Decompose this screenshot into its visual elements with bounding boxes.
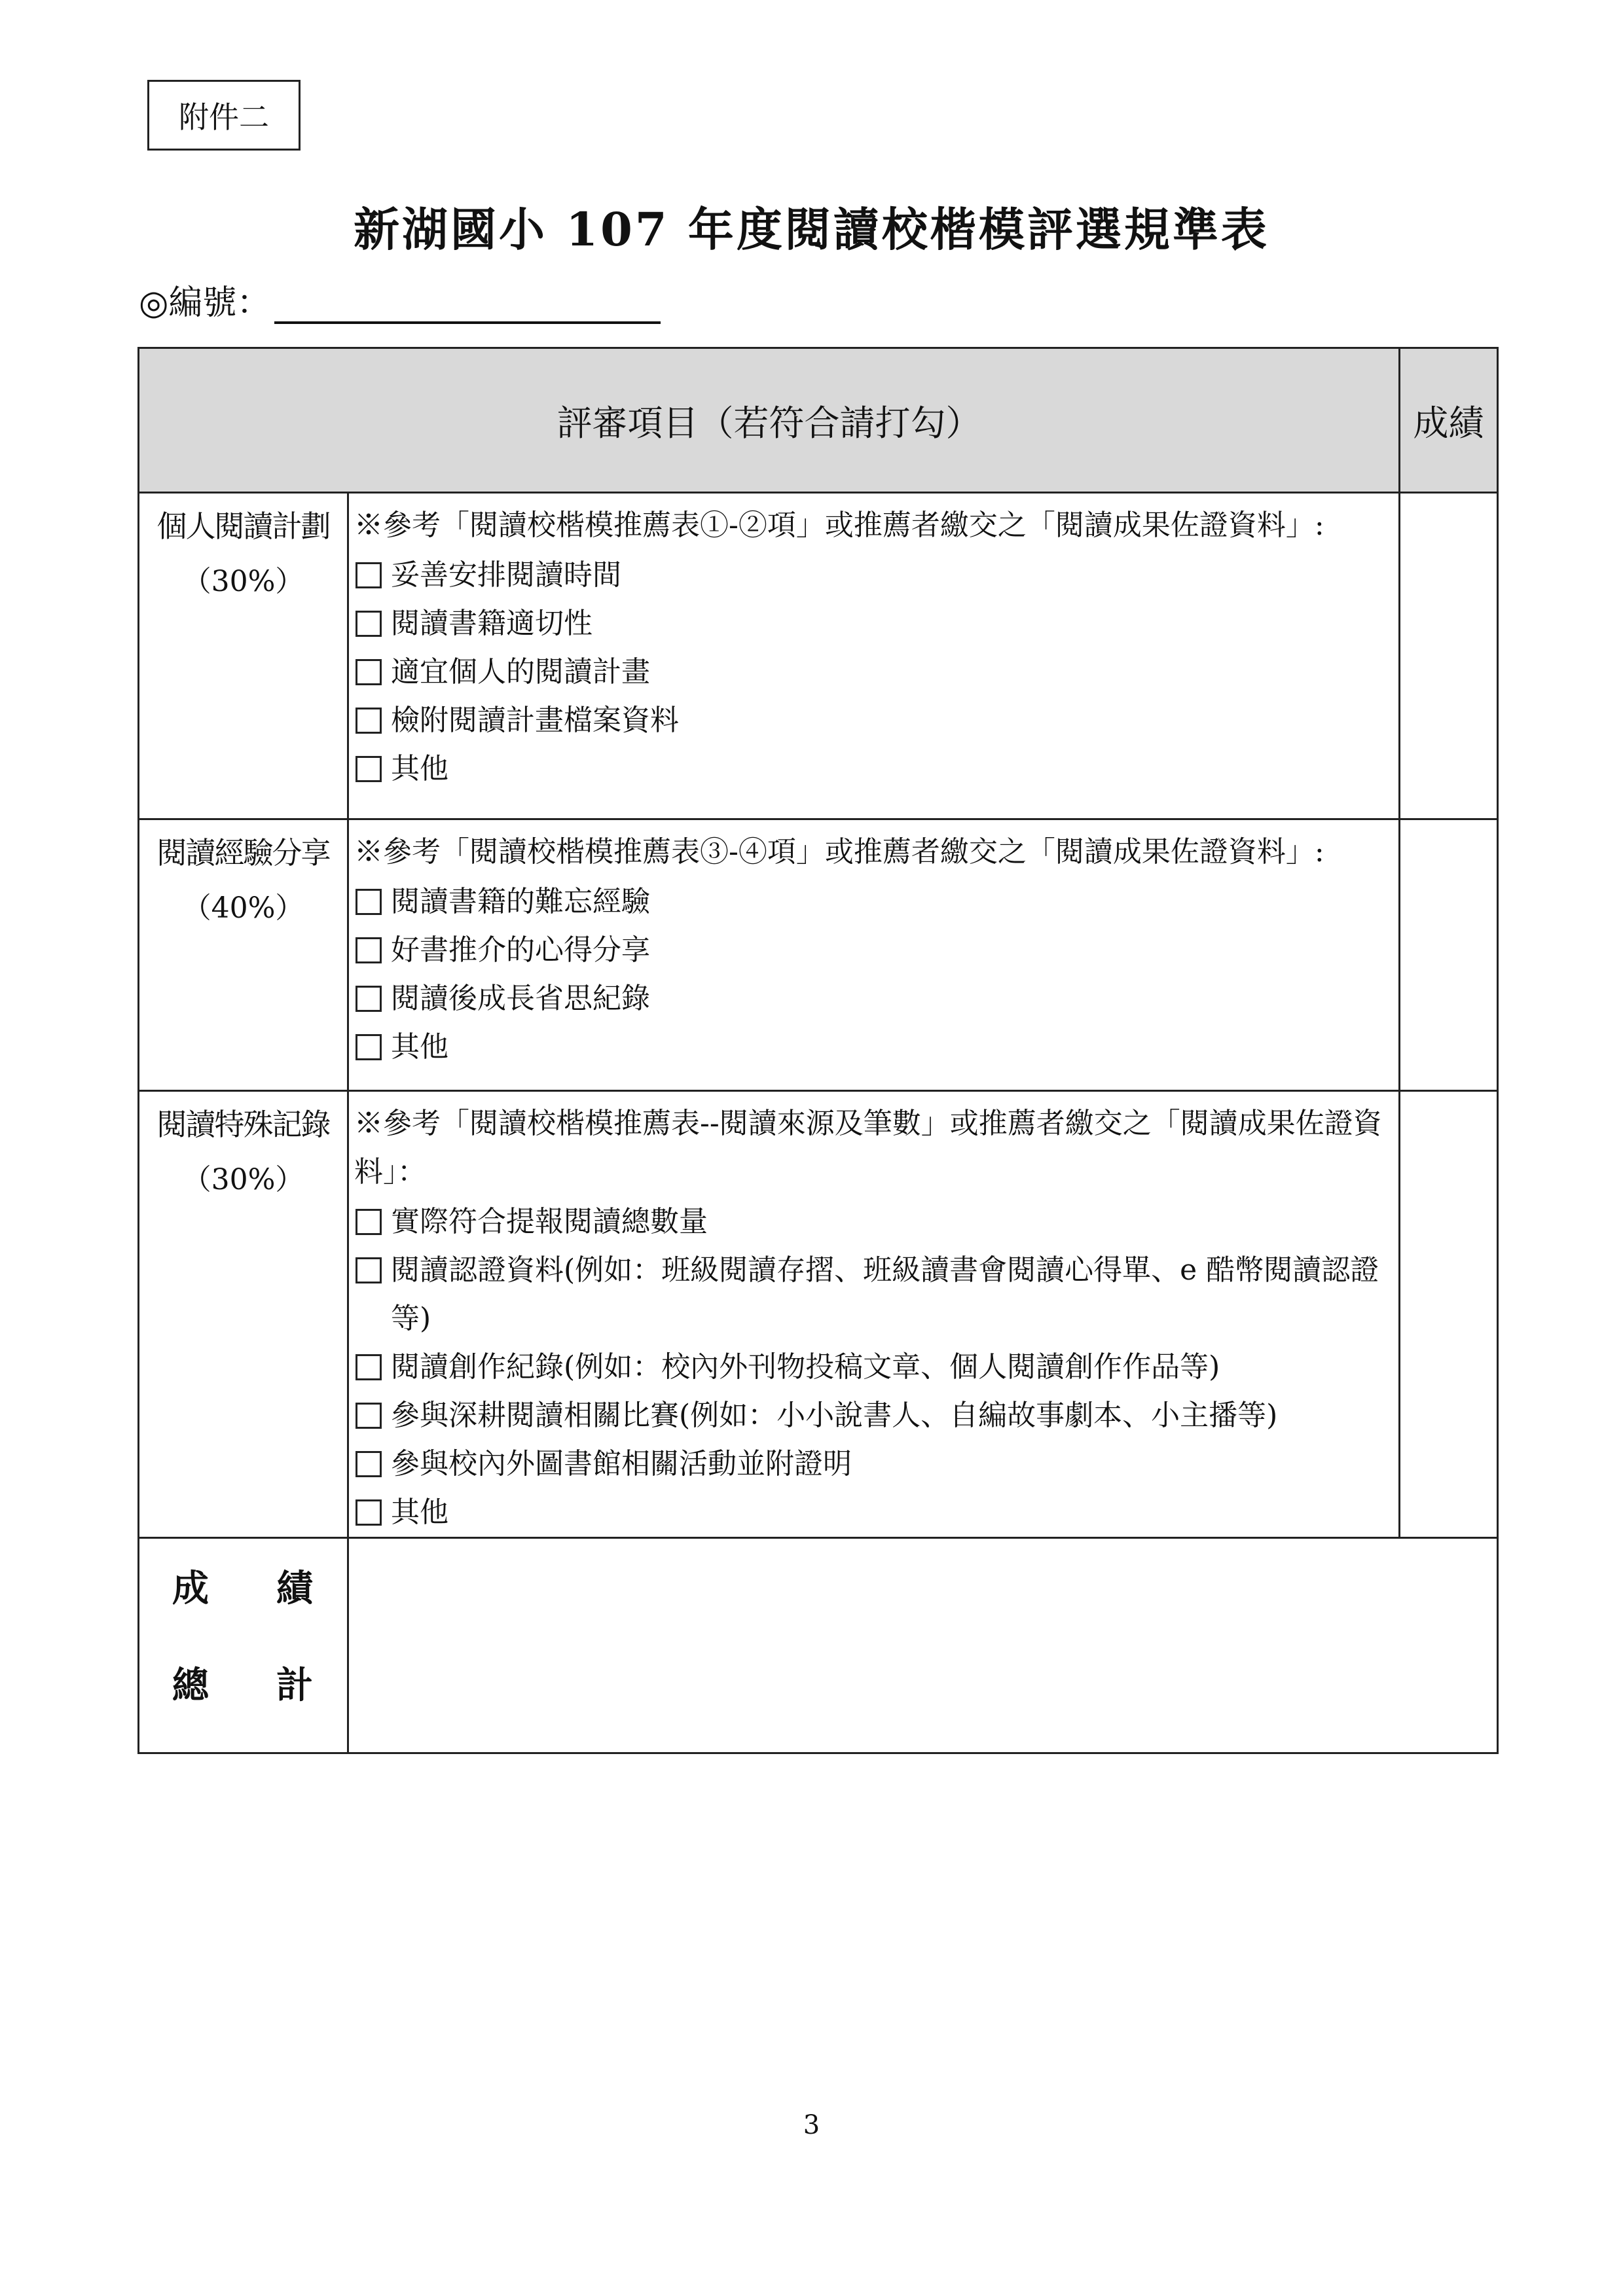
checkbox[interactable]: [356, 1034, 382, 1060]
checkbox[interactable]: [356, 1209, 382, 1235]
serial-label: ◎編號：: [139, 283, 271, 323]
table-row: [139, 493, 1498, 819]
checkbox[interactable]: [356, 1403, 382, 1429]
checkbox[interactable]: [356, 708, 382, 734]
list-item: 參與深耕閱讀相關比賽(例如：小小說書人、自編故事劇本、小主播等): [354, 1391, 1395, 1440]
score-cell[interactable]: [1400, 1091, 1498, 1538]
list-item: 實際符合提報閱讀總數量: [354, 1198, 1395, 1246]
total-row: [139, 1538, 1498, 1753]
list-item: 參與校內外圖書館相關活動並附證明: [354, 1440, 1395, 1488]
list-item: 其他: [354, 1488, 1395, 1537]
checkbox[interactable]: [356, 562, 382, 588]
score-cell[interactable]: [1400, 819, 1498, 1091]
total-char: 總: [172, 1664, 209, 1707]
rubric-table: [137, 347, 1499, 1754]
category-weight: （30%）: [182, 1163, 304, 1196]
criteria-cell: [348, 493, 1400, 819]
table-row: [139, 1091, 1498, 1538]
checkbox[interactable]: [356, 611, 382, 637]
category-cell: [139, 493, 348, 819]
page-number: 3: [803, 2110, 820, 2140]
total-char: 成: [172, 1567, 209, 1610]
category-weight: （40%）: [182, 891, 304, 925]
checkbox[interactable]: [356, 1354, 382, 1380]
category-name: 閱讀經驗分享: [156, 835, 330, 870]
total-score-cell[interactable]: [348, 1538, 1498, 1753]
category-cell: [139, 1091, 348, 1538]
checkbox[interactable]: [356, 756, 382, 782]
total-label: [139, 1538, 348, 1753]
list-item: 閱讀後成長省思紀錄: [354, 975, 1395, 1023]
serial-number-field: [139, 275, 661, 324]
serial-blank-line[interactable]: [274, 281, 661, 324]
checkbox[interactable]: [356, 659, 382, 685]
total-char: 績: [276, 1567, 313, 1610]
attachment-label: 附件二: [147, 80, 301, 151]
checkbox[interactable]: [356, 986, 382, 1012]
page-title: 新湖國小 107 年度閱讀校楷模評選規準表: [354, 202, 1269, 257]
score-cell[interactable]: [1400, 493, 1498, 819]
list-item: 閱讀創作紀錄(例如：校內外刊物投稿文章、個人閱讀創作作品等): [354, 1343, 1395, 1391]
category-name: 閱讀特殊記錄: [156, 1107, 330, 1142]
criteria-cell: [348, 819, 1400, 1091]
total-char: 計: [276, 1664, 313, 1707]
checkbox[interactable]: [356, 1451, 382, 1477]
category-cell: [139, 819, 348, 1091]
checkbox[interactable]: [356, 937, 382, 963]
category-weight: （30%）: [182, 565, 304, 598]
list-item: 適宜個人的閱讀計畫: [354, 648, 1395, 696]
list-item: 其他: [354, 1023, 1395, 1071]
list-item: 閱讀認證資料(例如：班級閱讀存摺、班級讀書會閱讀心得單、e 酷幣閱讀認證等): [354, 1246, 1395, 1343]
list-item: 妥善安排閱讀時間: [354, 551, 1395, 600]
list-item: 閱讀書籍適切性: [354, 600, 1395, 648]
criteria-header: 評審項目（若符合請打勾）: [139, 348, 1400, 493]
category-name: 個人閱讀計劃: [156, 509, 330, 544]
checkbox[interactable]: [356, 1499, 382, 1526]
list-item: 其他: [354, 745, 1395, 793]
checkbox[interactable]: [356, 889, 382, 915]
table-row: [139, 819, 1498, 1091]
list-item: 檢附閱讀計畫檔案資料: [354, 696, 1395, 745]
table-header-row: [139, 348, 1498, 493]
criteria-cell: [348, 1091, 1400, 1538]
list-item: 閱讀書籍的難忘經驗: [354, 878, 1395, 926]
criteria-intro: ※參考「閱讀校楷模推薦表③-④項」或推薦者繳交之「閱讀成果佐證資料」:: [354, 835, 1324, 869]
list-item: 好書推介的心得分享: [354, 926, 1395, 975]
criteria-intro: ※參考「閱讀校楷模推薦表--閱讀來源及筆數」或推薦者繳交之「閱讀成果佐證資料」：: [354, 1107, 1382, 1189]
checkbox[interactable]: [356, 1257, 382, 1283]
score-header: 成績: [1400, 348, 1498, 493]
criteria-intro: ※參考「閱讀校楷模推薦表①-②項」或推薦者繳交之「閱讀成果佐證資料」:: [354, 509, 1324, 542]
